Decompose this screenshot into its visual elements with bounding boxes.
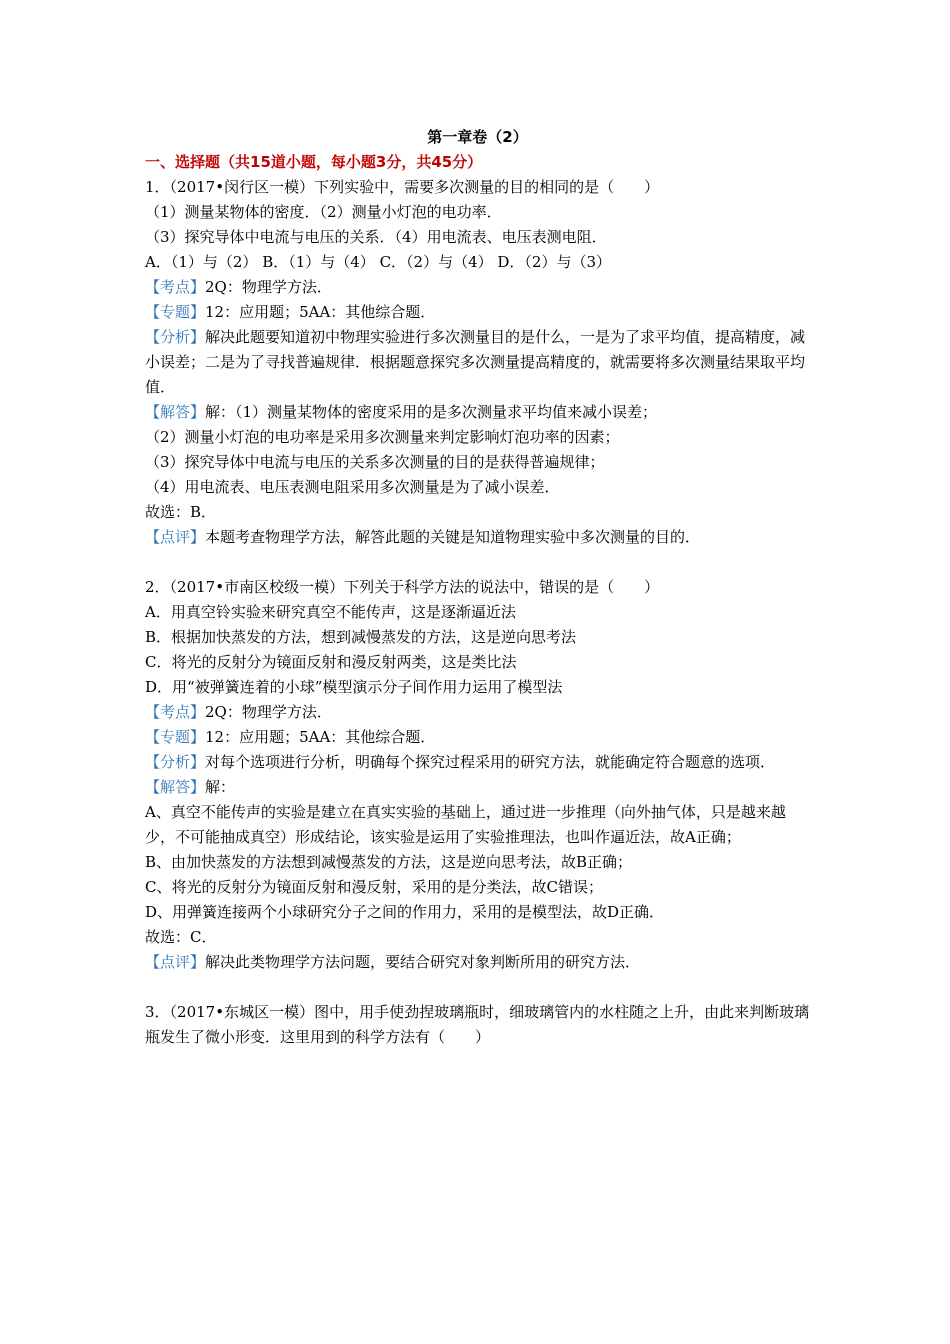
zhuanti-text: 12：应用题；5AA：其他综合题． — [205, 303, 436, 321]
question-1 — [145, 175, 810, 550]
jieda-line — [145, 775, 810, 800]
question-stem: 1．（2017•闵行区一模）下列实验中，需要多次测量的目的相同的是（ ） — [145, 178, 660, 196]
answer-line: 故选：C． — [145, 928, 217, 946]
fenxi-line — [145, 750, 810, 775]
document-content — [145, 125, 810, 1050]
dianping-text: 解决此类物理学方法问题，要结合研究对象判断所用的研究方法． — [205, 953, 641, 971]
fenxi-label: 【分析】 — [145, 753, 206, 771]
jieda-label: 【解答】 — [145, 778, 206, 796]
fenxi-line — [145, 325, 810, 400]
jieda-text: （3）探究导体中电流与电压的关系多次测量的目的是获得普遍规律； — [145, 453, 605, 471]
spacer — [145, 550, 810, 575]
zhuanti-text: 12：应用题；5AA：其他综合题． — [205, 728, 436, 746]
answer-line: 故选：B． — [145, 503, 217, 521]
page-title: 第一章卷（2） — [427, 128, 528, 146]
dianping-text: 本题考查物理学方法，解答此题的关键是知道物理实验中多次测量的目的． — [205, 528, 701, 546]
question-stem: 2．（2017•市南区校级一模）下列关于科学方法的说法中，错误的是（ ） — [145, 578, 660, 596]
kaodian-text: 2Q：物理学方法． — [205, 278, 332, 296]
section-heading: 一、选择题（共15道小题，每小题3分，共45分） — [145, 153, 483, 171]
zhuanti-line — [145, 725, 810, 750]
jieda-text: （4）用电流表、电压表测电阻采用多次测量是为了减小误差． — [145, 478, 560, 496]
question-item: （1）测量某物体的密度．（2）测量小灯泡的电功率． — [145, 203, 502, 221]
fenxi-text: 对每个选项进行分析，明确每个探究过程采用的研究方法，就能确定符合题意的选项． — [205, 753, 776, 771]
kaodian-label: 【考点】 — [145, 703, 206, 721]
fenxi-label: 【分析】 — [145, 328, 206, 346]
jieda-text: （2）测量小灯泡的电功率是采用多次测量来判定影响灯泡功率的因素； — [145, 428, 620, 446]
jieda-text: 解：（1）测量某物体的密度采用的是多次测量求平均值来减小误差； — [205, 403, 658, 421]
jieda-line — [145, 400, 810, 425]
question-options: A．（1）与（2） B．（1）与（4） C．（2）与（4） D．（2）与（3） — [145, 253, 612, 271]
jieda-option-c: C、将光的反射分为镜面反射和漫反射，采用的是分类法，故C错误； — [145, 878, 603, 896]
kaodian-line — [145, 275, 810, 300]
question-3 — [145, 1000, 810, 1050]
dianping-line — [145, 950, 810, 975]
dianping-label: 【点评】 — [145, 953, 206, 971]
zhuanti-label: 【专题】 — [145, 303, 206, 321]
option-d: D．用“被弹簧连着的小球”模型演示分子间作用力运用了模型法 — [145, 678, 563, 696]
jieda-text: 解： — [205, 778, 236, 796]
jieda-option-a: A、真空不能传声的实验是建立在真实实验的基础上，通过进一步推理（向外抽气体，只是越来越少，不可能抽成真空）形成结论，该实验是运用了实验推理法，也叫作逼近法，故A正确； — [145, 803, 786, 846]
kaodian-label: 【考点】 — [145, 278, 206, 296]
zhuanti-label: 【专题】 — [145, 728, 206, 746]
option-c: C．将光的反射分为镜面反射和漫反射两类，这是类比法 — [145, 653, 517, 671]
jieda-option-d: D、用弹簧连接两个小球研究分子之间的作用力，采用的是模型法，故D正确． — [145, 903, 665, 921]
dianping-line — [145, 525, 810, 550]
jieda-option-b: B、由加快蒸发的方法想到减慢蒸发的方法，这是逆向思考法，故B正确； — [145, 853, 633, 871]
jieda-label: 【解答】 — [145, 403, 206, 421]
question-stem: 3．（2017•东城区一模）图中，用手使劲捏玻璃瓶时，细玻璃管内的水柱随之上升，由此来判断玻璃瓶发生了微小形变．这里用到的科学方法有（ ） — [145, 1003, 810, 1046]
option-b: B．根据加快蒸发的方法，想到减慢蒸发的方法，这是逆向思考法 — [145, 628, 577, 646]
zhuanti-line — [145, 300, 810, 325]
kaodian-line — [145, 700, 810, 725]
option-a: A．用真空铃实验来研究真空不能传声，这是逐渐逼近法 — [145, 603, 516, 621]
dianping-label: 【点评】 — [145, 528, 206, 546]
fenxi-text: 解决此题要知道初中物理实验进行多次测量目的是什么，一是为了求平均值，提高精度，减小误差；二是为了寻找普遍规律．根据题意探究多次测量提高精度的，就需要将多次测量结果取平均值． — [145, 328, 806, 396]
kaodian-text: 2Q：物理学方法． — [205, 703, 332, 721]
spacer — [145, 975, 810, 1000]
question-item: （3）探究导体中电流与电压的关系．（4）用电流表、电压表测电阻． — [145, 228, 607, 246]
question-2 — [145, 575, 810, 975]
